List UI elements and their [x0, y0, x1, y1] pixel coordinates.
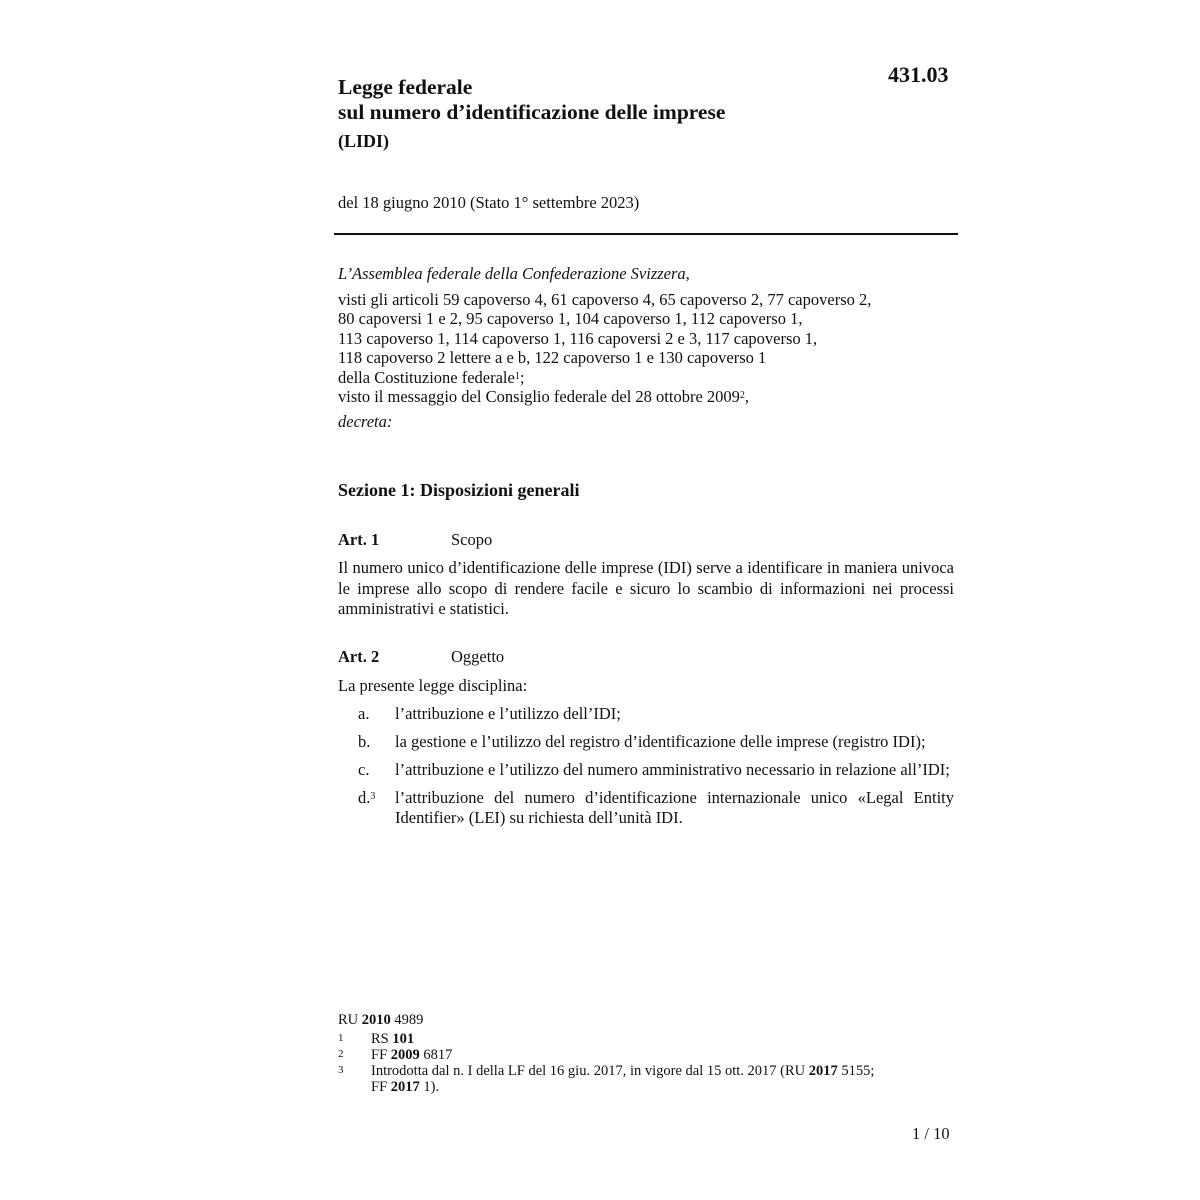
title-line-2: sul numero d’identificazione delle imprese: [338, 100, 726, 124]
footnote-bold: 101: [392, 1031, 415, 1047]
footnote-text: 1).: [423, 1079, 440, 1095]
list-text: l’attribuzione e l’utilizzo dell’IDI;: [395, 704, 621, 723]
footnote-1: [338, 1031, 958, 1047]
page-number: 1 / 10: [912, 1124, 950, 1143]
preamble-line: 80 capoversi 1 e 2, 95 capoverso 1, 104 capoverso 1, 112 capoverso 1,: [338, 309, 803, 328]
footnote-text: FF: [371, 1047, 388, 1063]
footnote-bold: 2009: [390, 1047, 420, 1063]
list-marker: [338, 788, 395, 828]
footnote-bold: 2017: [390, 1079, 420, 1095]
footnote-3: [338, 1063, 958, 1095]
official-compilation-ref: [338, 1012, 958, 1028]
footnote-ref-1[interactable]: 1: [514, 370, 520, 382]
article-title: Scopo: [451, 530, 493, 549]
footnote-number: 3: [338, 1064, 344, 1076]
footnote-bold: 2017: [808, 1063, 838, 1079]
ru-prefix: RU: [338, 1012, 359, 1028]
ru-year: 2010: [361, 1012, 391, 1028]
preamble-decree: decreta:: [338, 411, 393, 431]
title-line-1: Legge federale: [338, 75, 473, 99]
list-item: [338, 788, 954, 828]
article-title: Oggetto: [451, 647, 505, 666]
list-marker: a.: [358, 704, 370, 723]
footnote-text: 5155;: [841, 1063, 875, 1079]
article-1-heading: [338, 530, 492, 550]
list-item: [338, 732, 954, 752]
document-title: [338, 75, 725, 154]
list-item: [338, 760, 954, 780]
preamble-line: 113 capoverso 1, 114 capoverso 1, 116 capoversi 2 e 3, 117 capoverso 1,: [338, 328, 818, 348]
list-marker-letter: d.: [358, 788, 371, 807]
section-heading: Sezione 1: Disposizioni generali: [338, 480, 580, 500]
preamble-constitution: della Costituzione federale: [338, 367, 515, 387]
article-2-heading: [338, 647, 504, 667]
preamble-message: visto il messaggio del Consiglio federale del 28 ottobre 2009: [338, 387, 740, 406]
punctuation: ,: [744, 387, 750, 406]
footnotes: [338, 1012, 958, 1095]
title-abbreviation: (LIDI): [338, 131, 390, 151]
preamble: [338, 264, 958, 431]
footnote-2: [338, 1047, 958, 1063]
punctuation: ;: [519, 367, 525, 387]
preamble-line: 118 capoverso 2 lettere a e b, 122 capoverso 1 e 130 capoverso 1: [338, 348, 767, 367]
article-2-intro: La presente legge disciplina:: [338, 676, 528, 695]
title-divider: [334, 233, 958, 235]
footnote-ref-2[interactable]: 2: [739, 390, 745, 401]
preamble-line: visti gli articoli 59 capoverso 4, 61 capoverso 4, 65 capoverso 2, 77 capoverso 2,: [338, 289, 872, 309]
list-marker: b.: [358, 732, 371, 751]
sr-number: 431.03: [888, 62, 949, 87]
ru-page: 4989: [394, 1012, 424, 1028]
footnote-text: Introdotta dal n. I della LF del 16 giu. 2017, in vigore dal 15 ott. 2017 (RU: [371, 1063, 806, 1079]
list-item: [338, 704, 954, 724]
footnote-ref-3[interactable]: 3: [370, 791, 376, 802]
footnote-number: 1: [338, 1032, 344, 1044]
footnote-text: RS: [371, 1031, 389, 1047]
article-2-list: [338, 704, 954, 836]
document-date: del 18 giugno 2010 (Stato 1° settembre 2023): [338, 193, 640, 212]
article-number: Art. 2: [338, 647, 380, 666]
footnote-number: 2: [338, 1048, 344, 1060]
list-text: l’attribuzione e l’utilizzo del numero amministrativo necessario in relazione all’IDI;: [395, 760, 950, 779]
list-marker: c.: [358, 760, 370, 779]
article-1-text: Il numero unico d’identificazione delle imprese (IDI) serve a identificare in maniera univoca le imprese allo scopo di rendere facile e sicuro lo scambio di informazioni nei processi amministrativi e statistici.: [338, 558, 954, 618]
list-text: l’attribuzione del numero d’identificazione internazionale unico «Legal Entity Identifier» (LEI) su richiesta dell’unità IDI.: [395, 788, 954, 827]
article-number: Art. 1: [338, 530, 380, 549]
list-text: la gestione e l’utilizzo del registro d’identificazione delle imprese (registro IDI);: [395, 732, 926, 751]
preamble-intro: L’Assemblea federale della Confederazione Svizzera,: [338, 264, 690, 283]
footnote-text: FF: [371, 1079, 388, 1095]
footnote-text: 6817: [423, 1047, 453, 1063]
